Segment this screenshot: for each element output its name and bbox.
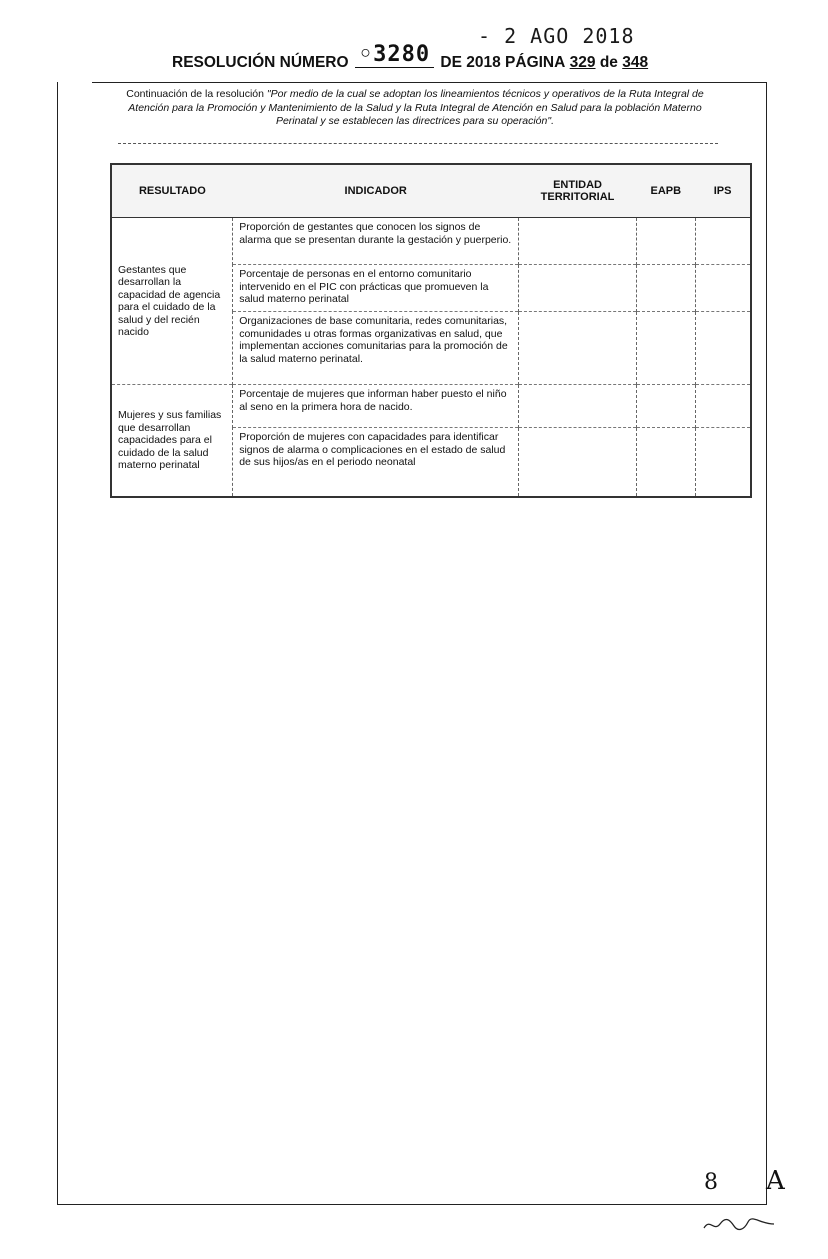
page-number: 329 <box>569 54 596 71</box>
indicador-cell: Organizaciones de base comunitaria, redes comunitarias, comunidades u otras formas organizativas en salud, que implementan acciones comunitarias para la promoción de la salud materno perinatal. <box>233 312 519 385</box>
eapb-cell <box>636 428 695 498</box>
entidad-cell <box>519 428 637 498</box>
entidad-cell <box>519 312 637 385</box>
resultado-cell: Mujeres y sus familias que desarrollan capacidades para el cuidado de la salud materno perinatal <box>111 385 233 498</box>
entidad-cell <box>519 218 637 265</box>
continuation-lead: Continuación de la resolución <box>126 88 267 100</box>
indicador-cell: Porcentaje de mujeres que informan haber puesto el niño al seno en la primera hora de nacido. <box>233 385 519 428</box>
header-eapb: EAPB <box>636 164 695 218</box>
handwritten-signature <box>700 1214 780 1234</box>
resolution-number: ◦3280 <box>355 42 434 68</box>
table-row <box>111 385 751 428</box>
header-resultado: RESULTADO <box>111 164 233 218</box>
ips-cell <box>695 218 751 265</box>
indicador-cell: Porcentaje de personas en el entorno comunitario intervenido en el PIC con prácticas que promueven la salud materno perinatal <box>233 265 519 312</box>
eapb-cell <box>636 385 695 428</box>
header-entidad-territorial: ENTIDAD TERRITORIAL <box>519 164 637 218</box>
eapb-cell <box>636 218 695 265</box>
ips-cell <box>695 385 751 428</box>
eapb-cell <box>636 265 695 312</box>
handwritten-initial: 8 <box>704 1170 718 1195</box>
table-header-row <box>111 164 751 218</box>
indicators-table <box>110 163 752 498</box>
indicador-cell: Proporción de mujeres con capacidades para identificar signos de alarma o complicaciones en el estado de salud de sus hijos/as en el periodo neonatal <box>233 428 519 498</box>
resolution-prefix: RESOLUCIÓN NÚMERO <box>172 54 349 71</box>
header-indicador: INDICADOR <box>233 164 519 218</box>
continuation-note <box>112 88 718 129</box>
page-total: 348 <box>622 54 649 71</box>
ips-cell <box>695 265 751 312</box>
date-stamp: - 2 AGO 2018 <box>478 24 635 48</box>
separator-line <box>118 143 718 144</box>
resultado-cell: Gestantes que desarrollan la capacidad de agencia para el cuidado de la salud y del recién nacido <box>111 218 233 385</box>
handwritten-initial: A <box>766 1166 785 1196</box>
resolution-header <box>172 42 692 74</box>
entidad-cell <box>519 385 637 428</box>
ips-cell <box>695 312 751 385</box>
page-of-label: de <box>599 54 618 71</box>
continuation-quote: "Por medio de la cual se adoptan los lineamientos técnicos y operativos de la Ruta Integral de Atención para la Promoción y Mantenimiento de la Salud y la Ruta Integral de Atención en Salud para la población Materno Perinatal y se establecen las directrices para su operación". <box>128 88 704 127</box>
resolution-year-page-label: DE 2018 PÁGINA <box>440 54 566 71</box>
eapb-cell <box>636 312 695 385</box>
table-row <box>111 218 751 265</box>
indicador-cell: Proporción de gestantes que conocen los signos de alarma que se presentan durante la gestación y puerperio. <box>233 218 519 265</box>
header-ips: IPS <box>695 164 751 218</box>
ips-cell <box>695 428 751 498</box>
entidad-cell <box>519 265 637 312</box>
